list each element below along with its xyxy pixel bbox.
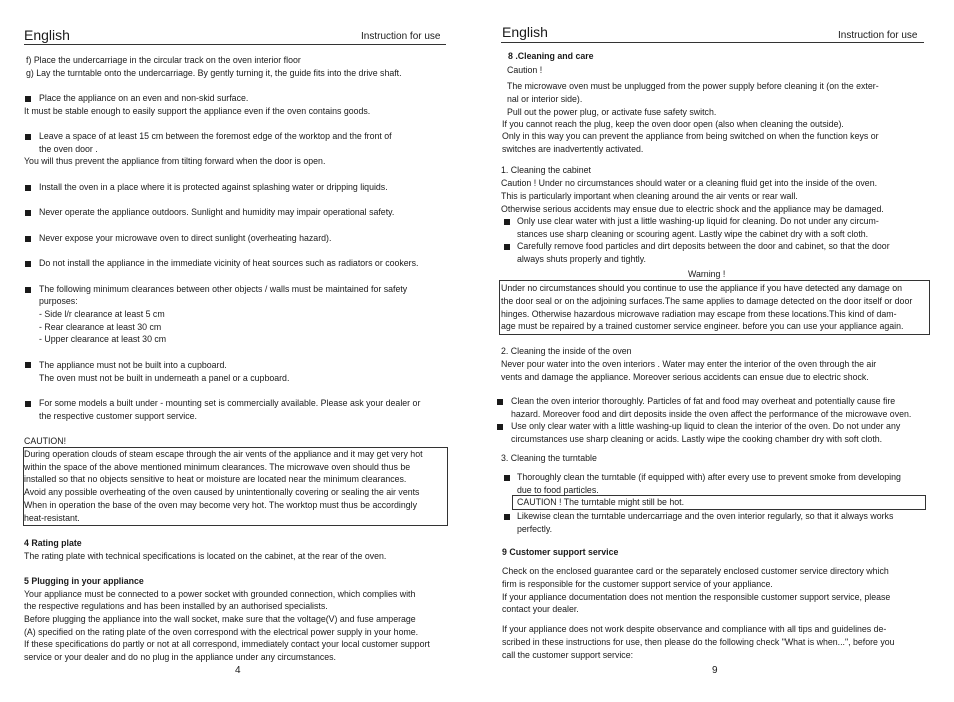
text-line: Caution ! Under no circumstances should water or a cleaning fluid get into the inside of the oven. — [501, 178, 878, 188]
text-line: Avoid any possible overheating of the oven caused by unintentionally covering or sealing the air vents — [24, 487, 420, 497]
bullet-icon — [25, 236, 31, 242]
text-line: Clean the oven interior thoroughly. Particles of fat and food may overheat and potentially cause fire — [511, 396, 896, 406]
bullet-icon — [25, 185, 31, 191]
text-line: Place the appliance on an even and non-skid surface. — [39, 93, 249, 103]
bullet-icon — [504, 514, 510, 520]
section-heading: 5 Plugging in your appliance — [24, 576, 144, 586]
text-line: The microwave oven must be unplugged from the power supply before cleaning it (on the exter- — [507, 81, 879, 91]
bullet-icon — [25, 96, 31, 102]
text-line: vents and damage the appliance. Moreover serious accidents can ensue due to electric shock. — [501, 372, 869, 382]
header-rule — [501, 42, 924, 43]
bullet-icon — [504, 219, 510, 225]
text-line: Thoroughly clean the turntable (if equipped with) after every use to prevent smoke from developing — [517, 472, 901, 482]
text-line: If you cannot reach the plug, keep the oven door open (also when cleaning the outside). — [502, 119, 844, 129]
bullet-icon — [504, 244, 510, 250]
text-line: If these specifications do partly or not at all correspond, immediately contact your local customer support — [24, 639, 430, 649]
text-line: The rating plate with technical specifications is located on the cabinet, at the rear of the oven. — [24, 551, 387, 561]
text-line: g) Lay the turntable onto the undercarriage. By gently turning it, the guide fits into the drive shaft. — [26, 68, 402, 78]
text-line: The oven must not be built in underneath a panel or a cupboard. — [39, 373, 290, 383]
text-line: due to food particles. — [517, 485, 599, 495]
text-line: perfectly. — [517, 524, 553, 534]
bullet-icon — [25, 287, 31, 293]
text-line: nal or interior side). — [507, 94, 583, 104]
section-heading: 4 Rating plate — [24, 538, 82, 548]
header-subtitle: Instruction for use — [361, 31, 441, 42]
text-line: hinges. Otherwise hazardous microwave radiation may escape from these locations.This kind of dam- — [501, 309, 897, 319]
text-line: This is particularly important when cleaning around the air vents or rear wall. — [501, 191, 798, 201]
text-line: call the customer support service: — [502, 650, 634, 660]
bullet-icon — [497, 399, 503, 405]
text-line: Pull out the power plug, or activate fuse safety switch. — [507, 107, 717, 117]
text-line: It must be stable enough to easily support the appliance even if the oven contains goods. — [24, 106, 371, 116]
text-line: always shuts properly and tightly. — [517, 254, 646, 264]
section-heading: 8 .Cleaning and care — [508, 51, 594, 61]
section-heading: 9 Customer support service — [502, 547, 619, 557]
text-line: switches are inadvertently activated. — [502, 144, 644, 154]
text-line: Use only clear water with a little washing-up liquid to clean the interior of the oven. Do not under any — [511, 421, 901, 431]
text-line: (A) specified on the rating plate of the oven correspond with the electrical power supply in your home. — [24, 627, 419, 637]
right-page — [477, 0, 954, 702]
page-number: 9 — [712, 665, 718, 676]
text-line: age must be repaired by a trained customer service engineer. before you can use your appliance again. — [501, 321, 904, 331]
bullet-icon — [25, 401, 31, 407]
header-language: English — [24, 27, 70, 43]
text-line: If your appliance does not work despite observance and compliance with all tips and guidelines de- — [502, 624, 887, 634]
text-line: CAUTION ! The turntable might still be hot. — [517, 497, 685, 507]
text-line: Only in this way you can prevent the appliance from being switched on when the function keys or — [502, 131, 879, 141]
text-line: Only use clear water with just a little washing-up liquid for cleaning. Do not under any circum- — [517, 216, 879, 226]
text-line: When in operation the base of the oven may become very hot. The worktop must thus be accordingly — [24, 500, 417, 510]
text-line: - Rear clearance at least 30 cm — [39, 322, 162, 332]
text-line: You will thus prevent the appliance from tilting forward when the door is open. — [24, 156, 326, 166]
text-line: heat-resistant. — [24, 513, 80, 523]
text-line: service or your dealer and do no plug in the appliance under any circumstances. — [24, 652, 336, 662]
text-line: firm is responsible for the customer support service of your appliance. — [502, 579, 773, 589]
bullet-icon — [25, 210, 31, 216]
header-subtitle: Instruction for use — [838, 30, 918, 41]
header-rule — [24, 44, 446, 45]
caution-heading: CAUTION! — [24, 436, 67, 446]
text-line: If your appliance documentation does not mention the responsible customer support service, please — [502, 592, 891, 602]
subsection-heading: 1. Cleaning the cabinet — [501, 165, 591, 175]
text-line: installed so that no objects sensitive to heat or moisture are located near the minimum clearances. — [24, 474, 407, 484]
text-line: Do not install the appliance in the immediate vicinity of heat sources such as radiators or cookers. — [39, 258, 419, 268]
text-line: For some models a built under - mounting set is commercially available. Please ask your dealer or — [39, 398, 421, 408]
header-language: English — [502, 24, 548, 40]
text-line: Install the oven in a place where it is protected against splashing water or dripping liquids. — [39, 182, 388, 192]
text-line: the door seal or on the adjoining surfaces.The same applies to damage detected on the door itself or door — [501, 296, 913, 306]
text-line: Never operate the appliance outdoors. Sunlight and humidity may impair operational safety. — [39, 207, 395, 217]
text-line: The appliance must not be built into a cupboard. — [39, 360, 227, 370]
text-line: Caution ! — [507, 65, 543, 75]
text-line: the respective regulations and has been installed by an authorised specialists. — [24, 601, 328, 611]
text-line: the oven door . — [39, 144, 98, 154]
text-line: Carefully remove food particles and dirt deposits between the door and cabinet, so that the door — [517, 241, 890, 251]
warning-heading: Warning ! — [688, 269, 726, 279]
bullet-icon — [497, 424, 503, 430]
text-line: circumstances use sharp cleaning or acids. Lastly wipe the cooking chamber dry with soft cloth. — [511, 434, 883, 444]
text-line: scribed in these instructions for use, then please do the following check "What is when...", before you — [502, 637, 895, 647]
text-line: the respective customer support service. — [39, 411, 197, 421]
text-line: - Upper clearance at least 30 cm — [39, 334, 167, 344]
text-line: Leave a space of at least 15 cm between the foremost edge of the worktop and the front of — [39, 131, 392, 141]
bullet-icon — [504, 475, 510, 481]
bullet-icon — [25, 261, 31, 267]
text-line: Before plugging the appliance into the wall socket, make sure that the voltage(V) and fuse amperage — [24, 614, 416, 624]
text-line: Never expose your microwave oven to direct sunlight (overheating hazard). — [39, 233, 332, 243]
text-line: - Side l/r clearance at least 5 cm — [39, 309, 165, 319]
subsection-heading: 3. Cleaning the turntable — [501, 453, 597, 463]
text-line: purposes: — [39, 296, 78, 306]
text-line: f) Place the undercarriage in the circular track on the oven interior floor — [26, 55, 301, 65]
text-line: The following minimum clearances between other objects / walls must be maintained for safety — [39, 284, 408, 294]
text-line: Otherwise serious accidents may ensue due to electric shock and the appliance may be damaged. — [501, 204, 884, 214]
text-line: During operation clouds of steam escape through the air vents of the appliance and it may get very hot — [24, 449, 423, 459]
page-number: 4 — [235, 665, 241, 676]
bullet-icon — [25, 134, 31, 140]
text-line: contact your dealer. — [502, 604, 579, 614]
text-line: stances use sharp cleaning or scouring agent. Lastly wipe the cabinet dry with a soft cloth. — [517, 229, 869, 239]
text-line: hazard. Moreover food and dirt deposits inside the oven affect the performance of the microwave oven. — [511, 409, 912, 419]
bullet-icon — [25, 362, 31, 368]
text-line: Never pour water into the oven interiors . Water may enter the interior of the oven through the air — [501, 359, 877, 369]
text-line: Under no circumstances should you continue to use the appliance if you have detected any damage on — [501, 283, 903, 293]
text-line: Your appliance must be connected to a power socket with grounded connection, which complies with — [24, 589, 416, 599]
text-line: Likewise clean the turntable undercarriage and the oven interior regularly, so that it always works — [517, 511, 894, 521]
subsection-heading: 2. Cleaning the inside of the oven — [501, 346, 632, 356]
text-line: Check on the enclosed guarantee card or the separately enclosed customer service directory which — [502, 566, 889, 576]
text-line: within the space of the above mentioned minimum clearances. The microwave oven should thus be — [24, 462, 411, 472]
